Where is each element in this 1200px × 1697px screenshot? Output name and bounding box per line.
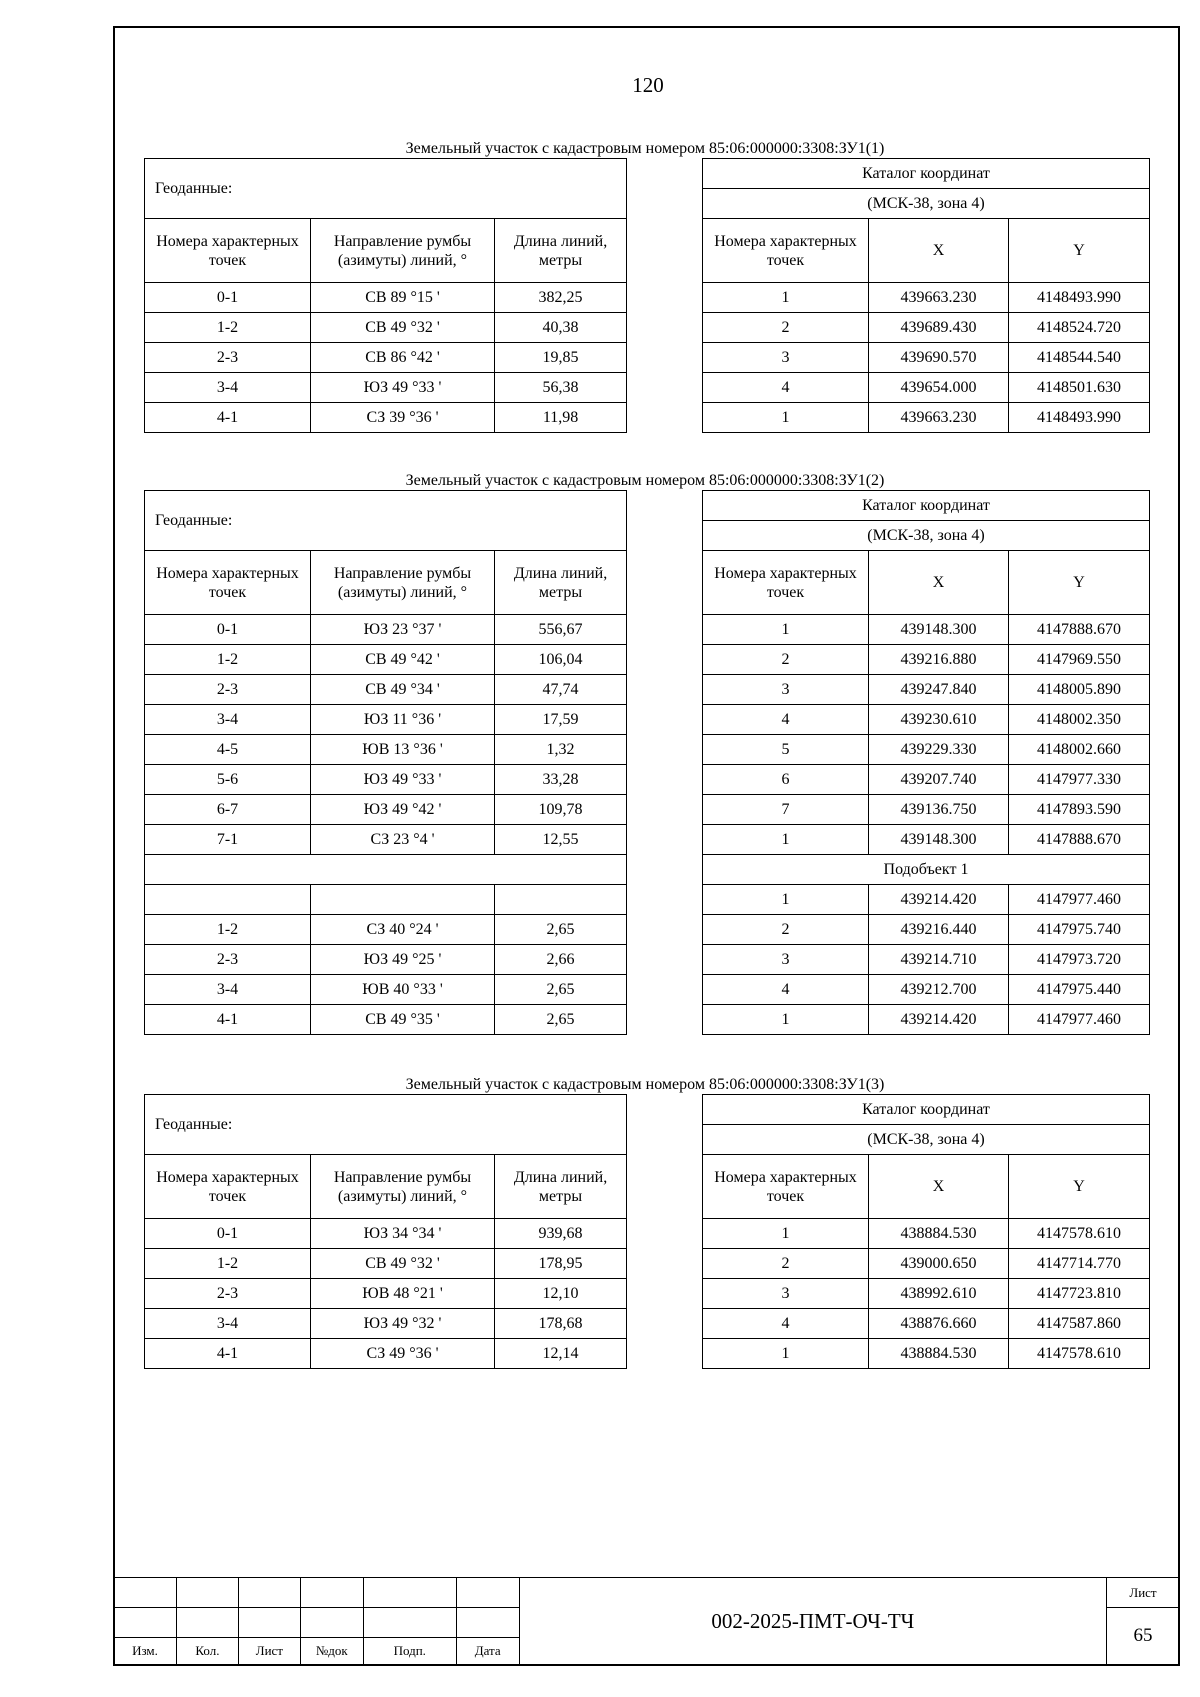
geodata-row (145, 825, 627, 855)
x-cell: 439230.610 (869, 705, 1009, 735)
x-cell: 439214.420 (869, 1005, 1009, 1035)
coordinates-table (702, 158, 1150, 433)
geodata-row (145, 795, 627, 825)
length-cell: 2,66 (495, 945, 627, 975)
length-cell: 2,65 (495, 915, 627, 945)
x-cell: 439654.000 (869, 373, 1009, 403)
direction-cell: СВ 49 °32 ' (311, 1249, 495, 1279)
y-cell: 4147888.670 (1009, 615, 1150, 645)
geodata-row (145, 675, 627, 705)
direction-cell: ЮЗ 49 °33 ' (311, 373, 495, 403)
geodata-row (145, 1249, 627, 1279)
y-cell: 4147969.550 (1009, 645, 1150, 675)
y-cell: 4148544.540 (1009, 343, 1150, 373)
x-cell: 439212.700 (869, 975, 1009, 1005)
y-cell: 4147587.860 (1009, 1309, 1150, 1339)
geodata-row (145, 1279, 627, 1309)
length-cell: 33,28 (495, 765, 627, 795)
coordinate-row (703, 343, 1150, 373)
segment-cell: 3-4 (145, 705, 311, 735)
y-cell: 4147578.610 (1009, 1339, 1150, 1369)
length-cell: 106,04 (495, 645, 627, 675)
stamp-col-podp: Подп. (363, 1638, 456, 1665)
coordinate-row (703, 615, 1150, 645)
direction-cell: СВ 86 °42 ' (311, 343, 495, 373)
segment-cell: 2-3 (145, 945, 311, 975)
section-title: Земельный участок с кадастровым номером 85:06:000000:3308:ЗУ1(2) (405, 472, 885, 489)
y-cell: 4148005.890 (1009, 675, 1150, 705)
geodata-row (145, 1339, 627, 1369)
stamp-cell (456, 1578, 519, 1608)
stamp-col-list: Лист (238, 1638, 300, 1665)
coordinate-row (703, 373, 1150, 403)
y-cell: 4147578.610 (1009, 1219, 1150, 1249)
segment-cell: 4-1 (145, 1005, 311, 1035)
coordinate-row (703, 825, 1150, 855)
geodata-row (145, 765, 627, 795)
y-cell: 4147714.770 (1009, 1249, 1150, 1279)
geodata-row (145, 373, 627, 403)
stamp-col-kol: Кол. (176, 1638, 238, 1665)
y-cell: 4148493.990 (1009, 403, 1150, 433)
catalog-header: Каталог координат (703, 1095, 1150, 1125)
length-header: Длина линий, метры (495, 1155, 627, 1219)
length-cell: 19,85 (495, 343, 627, 373)
y-header: Y (1009, 551, 1150, 615)
direction-header: Направление румбы (азимуты) линий, ° (311, 219, 495, 283)
y-cell: 4147888.670 (1009, 825, 1150, 855)
stamp-cell (456, 1608, 519, 1638)
direction-cell: ЮЗ 34 °34 ' (311, 1219, 495, 1249)
direction-cell (311, 885, 495, 915)
coordinate-row (703, 1339, 1150, 1369)
geodata-row (145, 945, 627, 975)
subobject-label: Подобъект 1 (703, 855, 1150, 885)
x-cell: 439136.750 (869, 795, 1009, 825)
geodata-row (145, 1005, 627, 1035)
section-title: Земельный участок с кадастровым номером 85:06:000000:3308:ЗУ1(3) (405, 1076, 885, 1093)
point-number-cell: 2 (703, 645, 869, 675)
x-cell: 439214.710 (869, 945, 1009, 975)
segment-cell: 1-2 (145, 1249, 311, 1279)
length-cell: 382,25 (495, 283, 627, 313)
segment-cell: 0-1 (145, 1219, 311, 1249)
sheet-number: 65 (1107, 1608, 1180, 1665)
direction-cell: ЮЗ 49 °33 ' (311, 765, 495, 795)
x-cell: 439689.430 (869, 313, 1009, 343)
point-number-cell: 1 (703, 1339, 869, 1369)
y-cell: 4147973.720 (1009, 945, 1150, 975)
points-header: Номера характерных точек (145, 1155, 311, 1219)
stamp-cell (363, 1608, 456, 1638)
direction-cell: СВ 49 °42 ' (311, 645, 495, 675)
point-number-cell: 7 (703, 795, 869, 825)
geodata-row (145, 1309, 627, 1339)
point-number-cell: 3 (703, 343, 869, 373)
y-cell: 4148002.350 (1009, 705, 1150, 735)
stamp-cell (114, 1608, 177, 1638)
direction-cell: СЗ 40 °24 ' (311, 915, 495, 945)
direction-cell: СВ 89 °15 ' (311, 283, 495, 313)
points-header: Номера характерных точек (703, 1155, 869, 1219)
geodata-label: Геоданные: (145, 159, 627, 219)
y-cell: 4147977.460 (1009, 1005, 1150, 1035)
x-cell: 439216.440 (869, 915, 1009, 945)
catalog-header: Каталог координат (703, 491, 1150, 521)
stamp-cell (176, 1608, 238, 1638)
segment-cell: 3-4 (145, 975, 311, 1005)
geodata-row (145, 915, 627, 945)
geodata-table (144, 490, 627, 1035)
segment-cell: 2-3 (145, 1279, 311, 1309)
x-cell: 439216.880 (869, 645, 1009, 675)
geodata-row (145, 343, 627, 373)
y-cell: 4147975.440 (1009, 975, 1150, 1005)
point-number-cell: 1 (703, 885, 869, 915)
direction-cell: СВ 49 °32 ' (311, 313, 495, 343)
direction-cell: СВ 49 °34 ' (311, 675, 495, 705)
length-cell: 12,55 (495, 825, 627, 855)
document-code: 002-2025-ПМТ-ОЧ-ТЧ (519, 1578, 1106, 1665)
length-cell (495, 885, 627, 915)
x-cell: 439229.330 (869, 735, 1009, 765)
length-cell: 56,38 (495, 373, 627, 403)
direction-cell: ЮЗ 11 °36 ' (311, 705, 495, 735)
y-header: Y (1009, 1155, 1150, 1219)
point-number-cell: 2 (703, 1249, 869, 1279)
x-cell: 439690.570 (869, 343, 1009, 373)
y-cell: 4148493.990 (1009, 283, 1150, 313)
geodata-row (145, 735, 627, 765)
geodata-row (145, 313, 627, 343)
points-header: Номера характерных точек (703, 219, 869, 283)
title-block-table (113, 1577, 1180, 1665)
title-block (113, 1577, 1180, 1666)
stamp-cell (114, 1578, 177, 1608)
coordinate-row (703, 975, 1150, 1005)
coordinate-row (703, 705, 1150, 735)
length-cell: 178,95 (495, 1249, 627, 1279)
coordinates-table (702, 1094, 1150, 1369)
point-number-cell: 4 (703, 705, 869, 735)
x-header: X (869, 219, 1009, 283)
geodata-label: Геоданные: (145, 491, 627, 551)
segment-cell: 7-1 (145, 825, 311, 855)
direction-cell: ЮЗ 23 °37 ' (311, 615, 495, 645)
stamp-cell (238, 1578, 300, 1608)
direction-cell: СВ 49 °35 ' (311, 1005, 495, 1035)
segment-cell (145, 885, 311, 915)
point-number-cell: 1 (703, 1005, 869, 1035)
length-cell: 2,65 (495, 1005, 627, 1035)
point-number-cell: 4 (703, 1309, 869, 1339)
coordinate-row (703, 1005, 1150, 1035)
segment-cell: 2-3 (145, 675, 311, 705)
points-header: Номера характерных точек (145, 219, 311, 283)
stamp-cell (238, 1608, 300, 1638)
point-number-cell: 1 (703, 825, 869, 855)
x-header: X (869, 1155, 1009, 1219)
direction-header: Направление румбы (азимуты) линий, ° (311, 1155, 495, 1219)
length-cell: 12,10 (495, 1279, 627, 1309)
direction-cell: ЮВ 48 °21 ' (311, 1279, 495, 1309)
coordinate-row (703, 1279, 1150, 1309)
x-cell: 438876.660 (869, 1309, 1009, 1339)
segment-cell: 3-4 (145, 373, 311, 403)
point-number-cell: 2 (703, 313, 869, 343)
y-cell: 4148524.720 (1009, 313, 1150, 343)
direction-cell: ЮЗ 49 °25 ' (311, 945, 495, 975)
stamp-cell (300, 1578, 363, 1608)
length-cell: 40,38 (495, 313, 627, 343)
direction-header: Направление румбы (азимуты) линий, ° (311, 551, 495, 615)
coordinate-row (703, 945, 1150, 975)
segment-cell: 5-6 (145, 765, 311, 795)
x-header: X (869, 551, 1009, 615)
point-number-cell: 3 (703, 675, 869, 705)
coord-system-header: (МСК-38, зона 4) (703, 1125, 1150, 1155)
coordinate-row (703, 885, 1150, 915)
length-cell: 11,98 (495, 403, 627, 433)
points-header: Номера характерных точек (145, 551, 311, 615)
stamp-col-izm: Изм. (114, 1638, 177, 1665)
geodata-row (145, 645, 627, 675)
x-cell: 439663.230 (869, 283, 1009, 313)
direction-cell: ЮВ 13 °36 ' (311, 735, 495, 765)
point-number-cell: 1 (703, 283, 869, 313)
length-cell: 17,59 (495, 705, 627, 735)
x-cell: 439148.300 (869, 615, 1009, 645)
segment-cell: 1-2 (145, 915, 311, 945)
geodata-row (145, 403, 627, 433)
stamp-col-data: Дата (456, 1638, 519, 1665)
length-cell: 556,67 (495, 615, 627, 645)
direction-cell: ЮЗ 49 °42 ' (311, 795, 495, 825)
geodata-row (145, 615, 627, 645)
point-number-cell: 3 (703, 945, 869, 975)
y-cell: 4148002.660 (1009, 735, 1150, 765)
segment-cell: 4-5 (145, 735, 311, 765)
length-header: Длина линий, метры (495, 551, 627, 615)
geodata-label: Геоданные: (145, 1095, 627, 1155)
geodata-row (145, 885, 627, 915)
coordinate-row (703, 915, 1150, 945)
segment-cell: 4-1 (145, 1339, 311, 1369)
point-number-cell: 1 (703, 1219, 869, 1249)
x-cell: 439247.840 (869, 675, 1009, 705)
geodata-row (145, 283, 627, 313)
x-cell: 438884.530 (869, 1339, 1009, 1369)
point-number-cell: 6 (703, 765, 869, 795)
point-number-cell: 5 (703, 735, 869, 765)
length-cell: 939,68 (495, 1219, 627, 1249)
length-cell: 47,74 (495, 675, 627, 705)
length-cell: 1,32 (495, 735, 627, 765)
segment-cell: 0-1 (145, 615, 311, 645)
coordinates-table (702, 490, 1150, 1035)
y-cell: 4147893.590 (1009, 795, 1150, 825)
section-title: Земельный участок с кадастровым номером 85:06:000000:3308:ЗУ1(1) (405, 140, 885, 157)
stamp-cell (363, 1578, 456, 1608)
x-cell: 439663.230 (869, 403, 1009, 433)
coordinate-row (703, 1309, 1150, 1339)
length-header: Длина линий, метры (495, 219, 627, 283)
page-number: 120 (632, 73, 664, 97)
segment-cell: 1-2 (145, 313, 311, 343)
coordinate-row (703, 1249, 1150, 1279)
geodata-table (144, 158, 627, 433)
y-cell: 4148501.630 (1009, 373, 1150, 403)
coord-system-header: (МСК-38, зона 4) (703, 189, 1150, 219)
length-cell: 12,14 (495, 1339, 627, 1369)
point-number-cell: 4 (703, 373, 869, 403)
geodata-empty-cell (145, 855, 627, 885)
y-cell: 4147977.330 (1009, 765, 1150, 795)
direction-cell: ЮЗ 49 °32 ' (311, 1309, 495, 1339)
y-cell: 4147977.460 (1009, 885, 1150, 915)
coordinate-row (703, 645, 1150, 675)
direction-cell: ЮВ 40 °33 ' (311, 975, 495, 1005)
segment-cell: 1-2 (145, 645, 311, 675)
coordinate-row (703, 675, 1150, 705)
coordinate-row (703, 765, 1150, 795)
point-number-cell: 2 (703, 915, 869, 945)
segment-cell: 4-1 (145, 403, 311, 433)
length-cell: 109,78 (495, 795, 627, 825)
x-cell: 439214.420 (869, 885, 1009, 915)
segment-cell: 2-3 (145, 343, 311, 373)
geodata-row (145, 855, 627, 885)
geodata-row (145, 975, 627, 1005)
direction-cell: СЗ 23 °4 ' (311, 825, 495, 855)
coordinate-row (703, 313, 1150, 343)
stamp-cell (176, 1578, 238, 1608)
x-cell: 438884.530 (869, 1219, 1009, 1249)
point-number-cell: 4 (703, 975, 869, 1005)
x-cell: 439207.740 (869, 765, 1009, 795)
y-cell: 4147723.810 (1009, 1279, 1150, 1309)
coordinate-row (703, 795, 1150, 825)
coordinate-row (703, 855, 1150, 885)
x-cell: 439000.650 (869, 1249, 1009, 1279)
stamp-cell (300, 1608, 363, 1638)
segment-cell: 0-1 (145, 283, 311, 313)
y-cell: 4147975.740 (1009, 915, 1150, 945)
direction-cell: СЗ 39 °36 ' (311, 403, 495, 433)
segment-cell: 3-4 (145, 1309, 311, 1339)
direction-cell: СЗ 49 °36 ' (311, 1339, 495, 1369)
stamp-col-ndok: №док (300, 1638, 363, 1665)
segment-cell: 6-7 (145, 795, 311, 825)
coord-system-header: (МСК-38, зона 4) (703, 521, 1150, 551)
geodata-row (145, 705, 627, 735)
point-number-cell: 1 (703, 615, 869, 645)
length-cell: 2,65 (495, 975, 627, 1005)
coordinate-row (703, 735, 1150, 765)
geodata-table (144, 1094, 627, 1369)
point-number-cell: 1 (703, 403, 869, 433)
coordinate-row (703, 283, 1150, 313)
y-header: Y (1009, 219, 1150, 283)
points-header: Номера характерных точек (703, 551, 869, 615)
coordinate-row (703, 1219, 1150, 1249)
sheet-label: Лист (1107, 1578, 1180, 1608)
point-number-cell: 3 (703, 1279, 869, 1309)
x-cell: 438992.610 (869, 1279, 1009, 1309)
catalog-header: Каталог координат (703, 159, 1150, 189)
coordinate-row (703, 403, 1150, 433)
length-cell: 178,68 (495, 1309, 627, 1339)
geodata-row (145, 1219, 627, 1249)
x-cell: 439148.300 (869, 825, 1009, 855)
